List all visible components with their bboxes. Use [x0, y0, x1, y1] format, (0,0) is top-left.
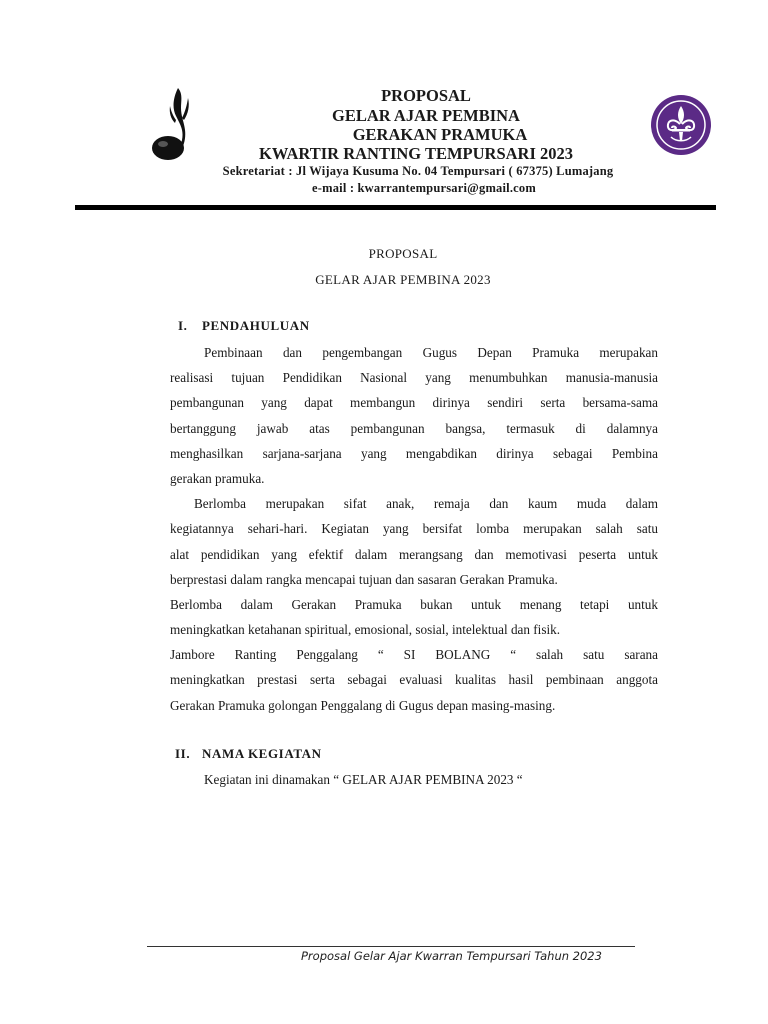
paragraph-line: gerakan pramuka.	[170, 470, 265, 486]
paragraph-line: meningkatkan prestasi serta sebagai evaluasi kualitas hasil pembinaan anggota	[170, 672, 658, 688]
header-address: Sekretariat : Jl Wijaya Kusuma No. 04 Tempursari ( 67375) Lumajang	[222, 164, 614, 178]
section-number: I.	[178, 318, 188, 333]
paragraph-line: berprestasi dalam rangka mencapai tujuan dan sasaran Gerakan Pramuka.	[170, 571, 558, 587]
paragraph-line: Berlomba merupakan sifat anak, remaja dan kaum muda dalam	[194, 496, 658, 512]
paragraph-line: Pembinaan dan pengembangan Gugus Depan Pramuka merupakan	[204, 345, 658, 360]
header-title-kwartir: KWARTIR RANTING TEMPURSARI 2023	[258, 144, 574, 163]
page-footer: Proposal Gelar Ajar Kwarran Tempursari Tahun 2023	[301, 949, 602, 963]
header-title-gerakan-pramuka: GERAKAN PRAMUKA	[352, 125, 528, 144]
paragraph-line: alat pendidikan yang efektif dalam merangsang dan memotivasi peserta untuk	[170, 546, 658, 562]
paragraph-line: Berlomba dalam Gerakan Pramuka bukan untuk menang tetapi untuk	[170, 596, 658, 612]
section-paragraph-pendahuluan	[170, 340, 658, 718]
paragraph-line: meningkatkan ketahanan spiritual, emosional, sosial, intelektual dan fisik.	[170, 622, 561, 638]
section-title: NAMA KEGIATAN	[202, 746, 322, 761]
section-text-nama-kegiatan: Kegiatan ini dinamakan “ GELAR AJAR PEMBINA 2023 “	[204, 772, 523, 787]
header-email: e-mail : kwarrantempursari@gmail.com	[312, 181, 536, 195]
header-divider	[75, 205, 716, 210]
paragraph-line: bertanggung jawab atas pembangunan bangsa, termasuk di dalamnya	[170, 420, 658, 436]
paragraph-line: kegiatannya sehari-hari. Kegiatan yang bersifat lomba merupakan salah satu	[170, 521, 658, 537]
section-heading-nama-kegiatan	[175, 746, 322, 762]
paragraph-line: pembangunan yang dapat membangun dirinya sendiri serta bersama-sama	[170, 395, 658, 411]
paragraph-line: Gerakan Pramuka golongan Penggalang di Gugus depan masing-masing.	[170, 697, 556, 713]
section-title: PENDAHULUAN	[202, 318, 310, 333]
paragraph-line: Jambore Ranting Penggalang “ SI BOLANG “ salah satu sarana	[170, 647, 658, 663]
doc-title-gelar-ajar: GELAR AJAR PEMBINA 2023	[315, 272, 491, 287]
section-heading-pendahuluan	[178, 318, 310, 334]
doc-title-proposal: PROPOSAL	[368, 246, 438, 261]
paragraph-line: realisasi tujuan Pendidikan Nasional yang menumbuhkan manusia-manusia	[170, 370, 658, 386]
footer-divider	[147, 946, 635, 947]
section-number: II.	[175, 746, 191, 761]
paragraph-line: menghasilkan sarjana-sarjana yang mengabdikan dirinya sebagai Pembina	[170, 445, 658, 461]
header-title-gelar-ajar: GELAR AJAR PEMBINA	[332, 106, 520, 125]
header-title-proposal: PROPOSAL	[381, 86, 471, 105]
